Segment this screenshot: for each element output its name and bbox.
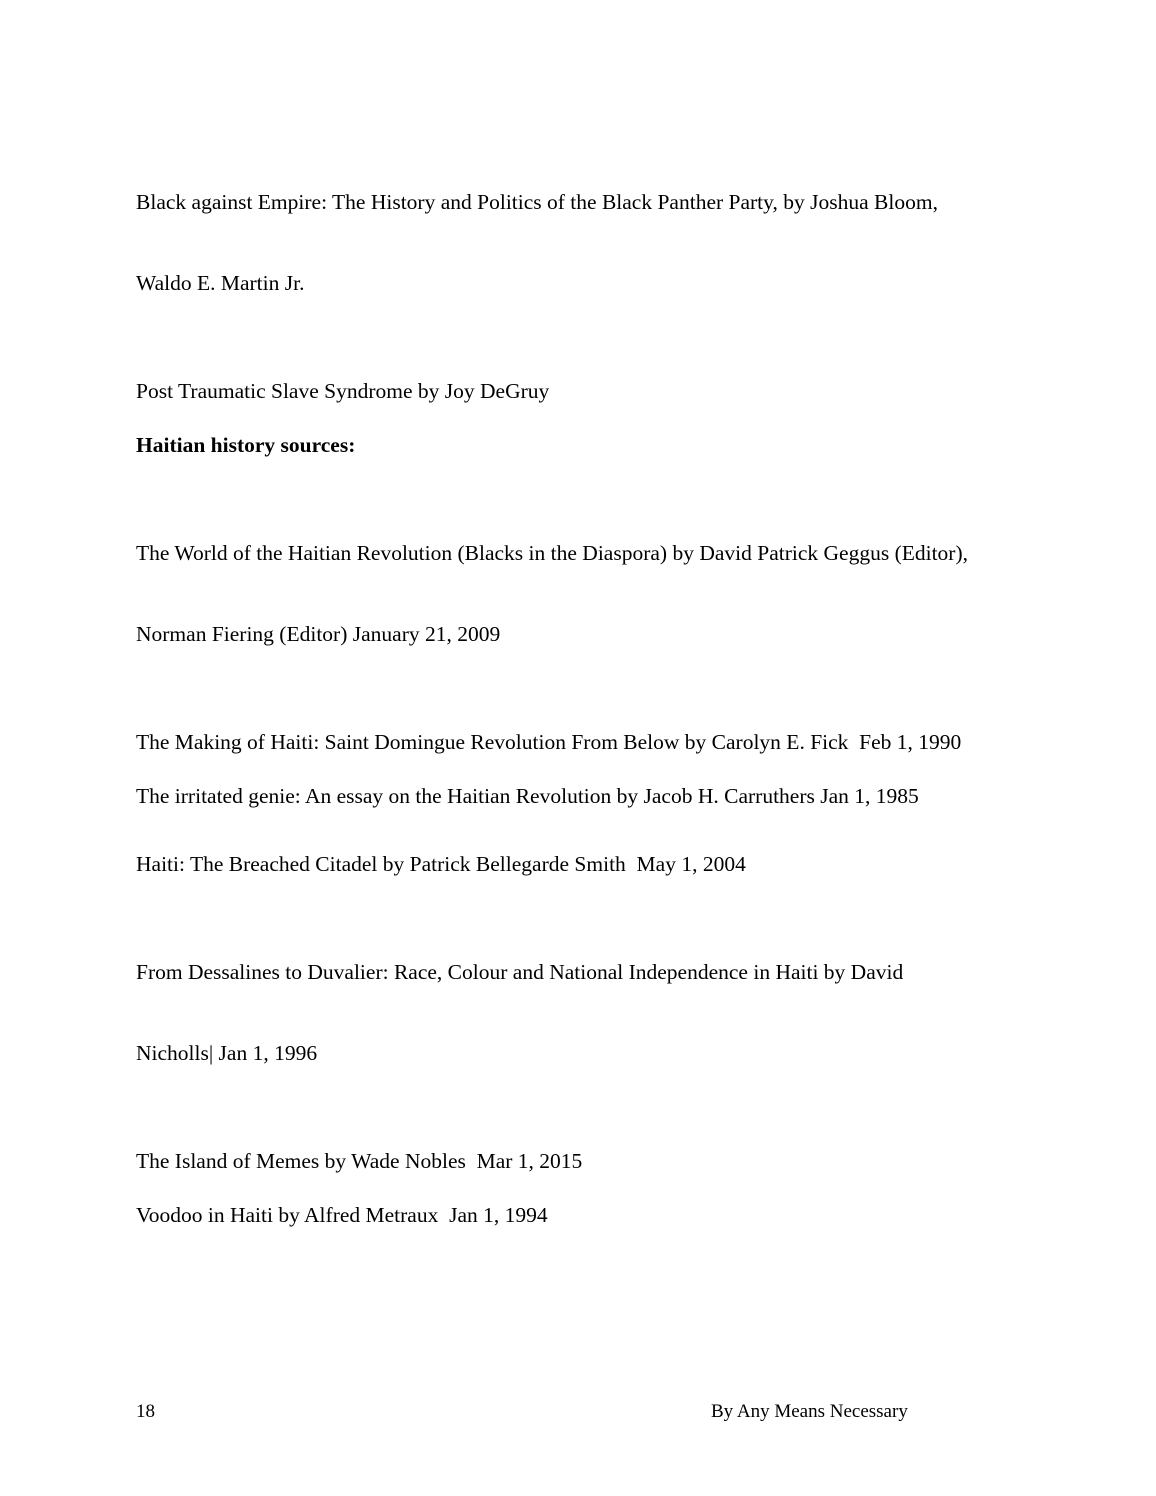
entry-line: Nicholls| Jan 1, 1996 xyxy=(136,1041,318,1065)
bibliography-entry xyxy=(136,135,1036,351)
entry-line: Black against Empire: The History and Politics of the Black Panther Party, by Joshua Bloom, xyxy=(136,190,938,214)
bibliography-entry xyxy=(136,905,1036,1121)
footer-title: By Any Means Necessary xyxy=(711,1401,908,1422)
section-heading: Haitian history sources: xyxy=(136,433,356,457)
entry-line: From Dessalines to Duvalier: Race, Colour and National Independence in Haiti by David xyxy=(136,960,904,984)
page-number: 18 xyxy=(136,1401,155,1422)
bibliography-entry: The irritated genie: An essay on the Haitian Revolution by Jacob H. Carruthers Jan 1, 1985 xyxy=(136,784,919,808)
bibliography-entry: Haiti: The Breached Citadel by Patrick Bellegarde Smith May 1, 2004 xyxy=(136,852,746,876)
entry-line: Norman Fiering (Editor) January 21, 2009 xyxy=(136,622,501,646)
bibliography-list xyxy=(136,135,1036,1229)
entry-line: The World of the Haitian Revolution (Blacks in the Diaspora) by David Patrick Geggus (Editor), xyxy=(136,541,969,565)
bibliography-entry xyxy=(136,486,1036,702)
entry-line: Waldo E. Martin Jr. xyxy=(136,271,305,295)
bibliography-entry: The Island of Memes by Wade Nobles Mar 1, 2015 xyxy=(136,1149,583,1173)
bibliography-entry: The Making of Haiti: Saint Domingue Revolution From Below by Carolyn E. Fick Feb 1, 1990 xyxy=(136,730,962,754)
bibliography-entry: Post Traumatic Slave Syndrome by Joy DeGruy xyxy=(136,379,550,403)
bibliography-entry: Voodoo in Haiti by Alfred Metraux Jan 1, 1994 xyxy=(136,1203,548,1227)
